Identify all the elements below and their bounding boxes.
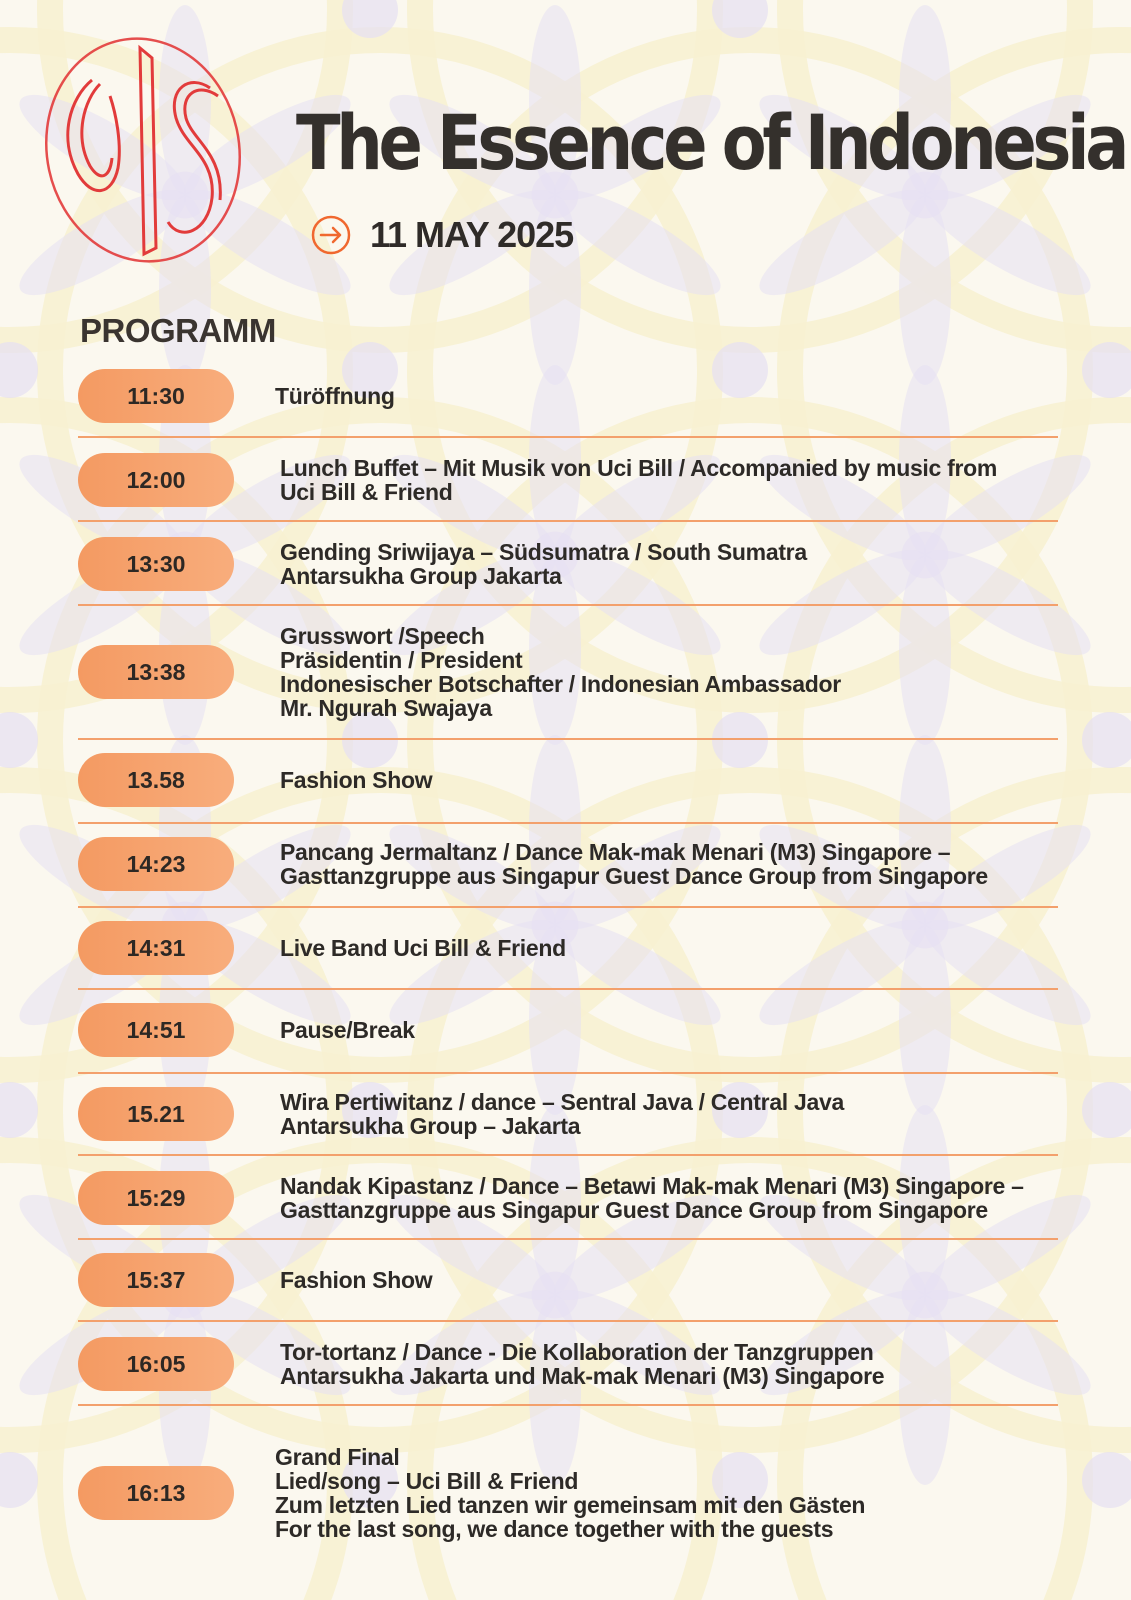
program-description <box>280 1268 432 1292</box>
time-pill: 12:00 <box>78 453 234 507</box>
schedule-row <box>78 752 1058 808</box>
program-description <box>280 624 841 720</box>
time-pill: 13.58 <box>78 753 234 807</box>
row-divider <box>78 436 1058 438</box>
row-divider <box>78 1154 1058 1156</box>
programm-heading: PROGRAMM <box>80 312 276 349</box>
program-description-line: Uci Bill & Friend <box>280 479 453 505</box>
row-divider <box>78 604 1058 606</box>
schedule-row <box>78 452 1058 508</box>
program-description-line: Antarsukha Group – Jakarta <box>280 1113 581 1139</box>
program-description-line: Grusswort /Speech <box>280 623 485 649</box>
time-pill: 15:37 <box>78 1253 234 1307</box>
program-description-line: Gending Sriwijaya – Südsumatra / South Sumatra <box>280 539 807 565</box>
row-divider <box>78 1404 1058 1406</box>
vis-logo-icon <box>40 18 250 278</box>
program-description-line: Indonesischer Botschafter / Indonesian Ambassador <box>280 671 841 697</box>
program-description-line: Nandak Kipastanz / Dance – Betawi Mak-mak Menari (M3) Singapore – <box>280 1173 1024 1199</box>
schedule-row <box>78 1086 1058 1142</box>
schedule-row <box>78 368 1058 424</box>
program-description-line: Zum letzten Lied tanzen wir gemeinsam mit den Gästen <box>275 1492 866 1518</box>
program-description-line: Pancang Jermaltanz / Dance Mak-mak Menari (M3) Singapore – <box>280 839 951 865</box>
schedule-row <box>78 1170 1058 1226</box>
program-description-line: Antarsukha Group Jakarta <box>280 563 562 589</box>
schedule-row <box>78 920 1058 976</box>
row-divider <box>78 906 1058 908</box>
program-description-line: Fashion Show <box>280 767 433 793</box>
schedule-row <box>78 1252 1058 1308</box>
program-description <box>280 1340 884 1388</box>
program-description <box>275 384 395 408</box>
program-description <box>275 1445 865 1541</box>
program-description-line: Pause/Break <box>280 1017 415 1043</box>
event-date-row <box>310 214 573 256</box>
program-description-line: Fashion Show <box>280 1267 433 1293</box>
schedule-row <box>78 1420 1058 1566</box>
program-description-line: Lied/song – Uci Bill & Friend <box>275 1468 579 1494</box>
program-description <box>280 456 997 504</box>
time-pill: 13:30 <box>78 537 234 591</box>
program-description <box>280 840 988 888</box>
row-divider <box>78 1320 1058 1322</box>
time-pill: 14:23 <box>78 837 234 891</box>
program-description-line: Antarsukha Jakarta und Mak-mak Menari (M3) Singapore <box>280 1363 885 1389</box>
time-pill: 13:38 <box>78 645 234 699</box>
program-description <box>280 1090 844 1138</box>
schedule-row <box>78 1336 1058 1392</box>
row-divider <box>78 988 1058 990</box>
schedule-row <box>78 836 1058 892</box>
row-divider <box>78 1072 1058 1074</box>
time-pill: 15:29 <box>78 1171 234 1225</box>
program-description-line: For the last song, we dance together with the guests <box>275 1516 834 1542</box>
time-pill: 14:51 <box>78 1003 234 1057</box>
program-description <box>280 936 566 960</box>
event-date: 11 MAY 2025 <box>370 214 574 255</box>
row-divider <box>78 1238 1058 1240</box>
row-divider <box>78 520 1058 522</box>
time-pill: 15.21 <box>78 1087 234 1141</box>
program-description <box>280 768 432 792</box>
schedule-row <box>78 1002 1058 1058</box>
arrow-right-circle-icon <box>310 214 352 256</box>
event-title: The Essence of Indonesia <box>296 98 1126 187</box>
schedule-row <box>78 610 1058 734</box>
program-description-line: Tor-tortanz / Dance - Die Kollaboration der Tanzgruppen <box>280 1339 874 1365</box>
program-description-line: Wira Pertiwitanz / dance – Sentral Java / Central Java <box>280 1089 844 1115</box>
program-description <box>280 1018 415 1042</box>
row-divider <box>78 738 1058 740</box>
program-description-line: Live Band Uci Bill & Friend <box>280 935 566 961</box>
program-description-line: Türöffnung <box>275 383 395 409</box>
program-description-line: Präsidentin / President <box>280 647 523 673</box>
program-description-line: Gasttanzgruppe aus Singapur Guest Dance Group from Singapore <box>280 1197 988 1223</box>
row-divider <box>78 822 1058 824</box>
program-description-line: Grand Final <box>275 1444 400 1470</box>
schedule-row <box>78 536 1058 592</box>
time-pill: 16:13 <box>78 1466 234 1520</box>
time-pill: 14:31 <box>78 921 234 975</box>
program-description <box>280 1174 1024 1222</box>
program-description-line: Gasttanzgruppe aus Singapur Guest Dance Group from Singapore <box>280 863 988 889</box>
time-pill: 11:30 <box>78 369 234 423</box>
time-pill: 16:05 <box>78 1337 234 1391</box>
program-description <box>280 540 807 588</box>
program-description-line: Lunch Buffet – Mit Musik von Uci Bill / Accompanied by music from <box>280 455 998 481</box>
program-description-line: Mr. Ngurah Swajaya <box>280 695 492 721</box>
